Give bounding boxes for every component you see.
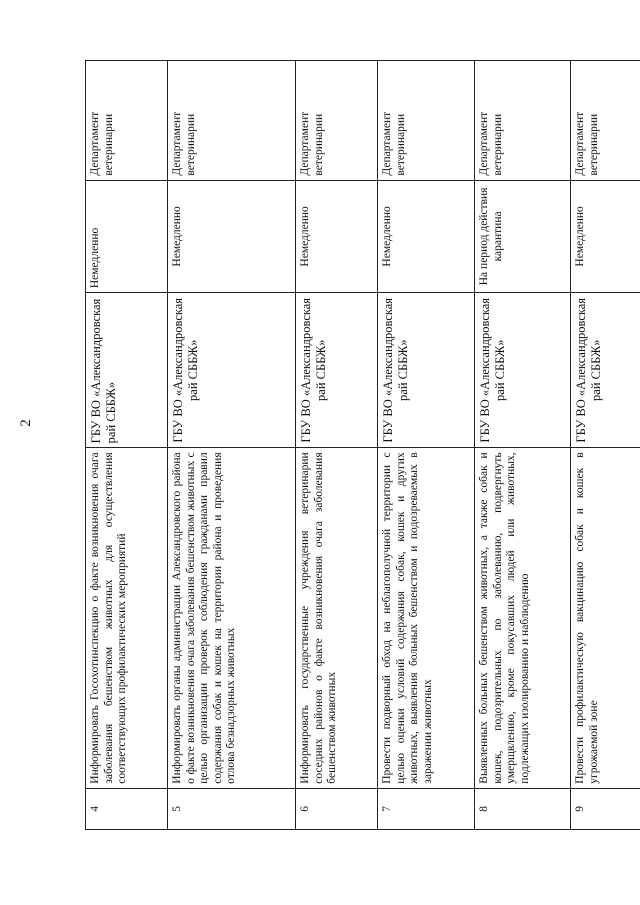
row-number: 4 — [86, 788, 168, 829]
executor-cell: ГБУ ВО «Александровская рай СББЖ» — [296, 293, 378, 448]
table-row — [378, 61, 475, 830]
table-row — [571, 61, 640, 830]
responsible-cell: Департамент ветеринарии — [571, 61, 640, 181]
responsible-cell: Департамент ветеринарии — [168, 61, 296, 181]
row-number: 8 — [475, 788, 571, 829]
measures-table — [85, 60, 640, 830]
table-row — [475, 61, 571, 830]
action-cell: Информировать Госохотинспекцию о факте возникновения очага заболевания бешенством животных для осуществления соответствующих профилактических мероприятий — [86, 448, 168, 788]
executor-cell: ГБУ ВО «Александровская рай СББЖ» — [378, 293, 475, 448]
term-cell: На период действия карантина — [475, 180, 571, 293]
term-cell: Немедленно — [378, 180, 475, 293]
term-cell: Немедленно — [86, 180, 168, 293]
table-row — [86, 61, 168, 830]
page-number: 2 — [18, 419, 34, 427]
action-cell: Провести профилактическую вакцинацию собак и кошек в угрожаемой зоне — [571, 448, 640, 788]
executor-cell: ГБУ ВО «Александровская рай СББЖ» — [475, 293, 571, 448]
executor-cell: ГБУ ВО «Александровская рай СББЖ» — [86, 293, 168, 448]
term-cell: Немедленно — [571, 180, 640, 293]
row-number: 7 — [378, 788, 475, 829]
action-cell: Информировать органы администрации Александровского района о факте возникновения очага заболевания бешенством животных с целью организации проверок соблюдения гражданами правил содержания собак и кошек на территории района и проведения отлова безнадзорных животных — [168, 448, 296, 788]
action-cell: Провести подворный обход на неблагополучной территории с целью оценки условий содержания собак, кошек и других животных, выявления больных бешенством и подозреваемых в заражении животных — [378, 448, 475, 788]
term-cell: Немедленно — [168, 180, 296, 293]
executor-cell: ГБУ ВО «Александровская рай СББЖ» — [571, 293, 640, 448]
term-cell: Немедленно — [296, 180, 378, 293]
action-cell: Выявленных больных бешенством животных, а также собак и кошек, подозрительных по заболеванию, подвергнуть умерщвлению, кроме покусавших людей или животных, подлежащих изолированию и наблюдению — [475, 448, 571, 788]
responsible-cell: Департамент ветеринарии — [475, 61, 571, 181]
responsible-cell: Департамент ветеринарии — [378, 61, 475, 181]
executor-cell: ГБУ ВО «Александровская рай СББЖ» — [168, 293, 296, 448]
action-cell: Информировать государственные учреждения ветеринарии соседних районов о факте возникновения очага заболевания бешенством животных — [296, 448, 378, 788]
table-row — [296, 61, 378, 830]
responsible-cell: Департамент ветеринарии — [296, 61, 378, 181]
rotated-table-container — [85, 60, 640, 830]
responsible-cell: Департамент ветеринарии — [86, 61, 168, 181]
row-number: 5 — [168, 788, 296, 829]
table-row — [168, 61, 296, 830]
row-number: 6 — [296, 788, 378, 829]
row-number: 9 — [571, 788, 640, 829]
